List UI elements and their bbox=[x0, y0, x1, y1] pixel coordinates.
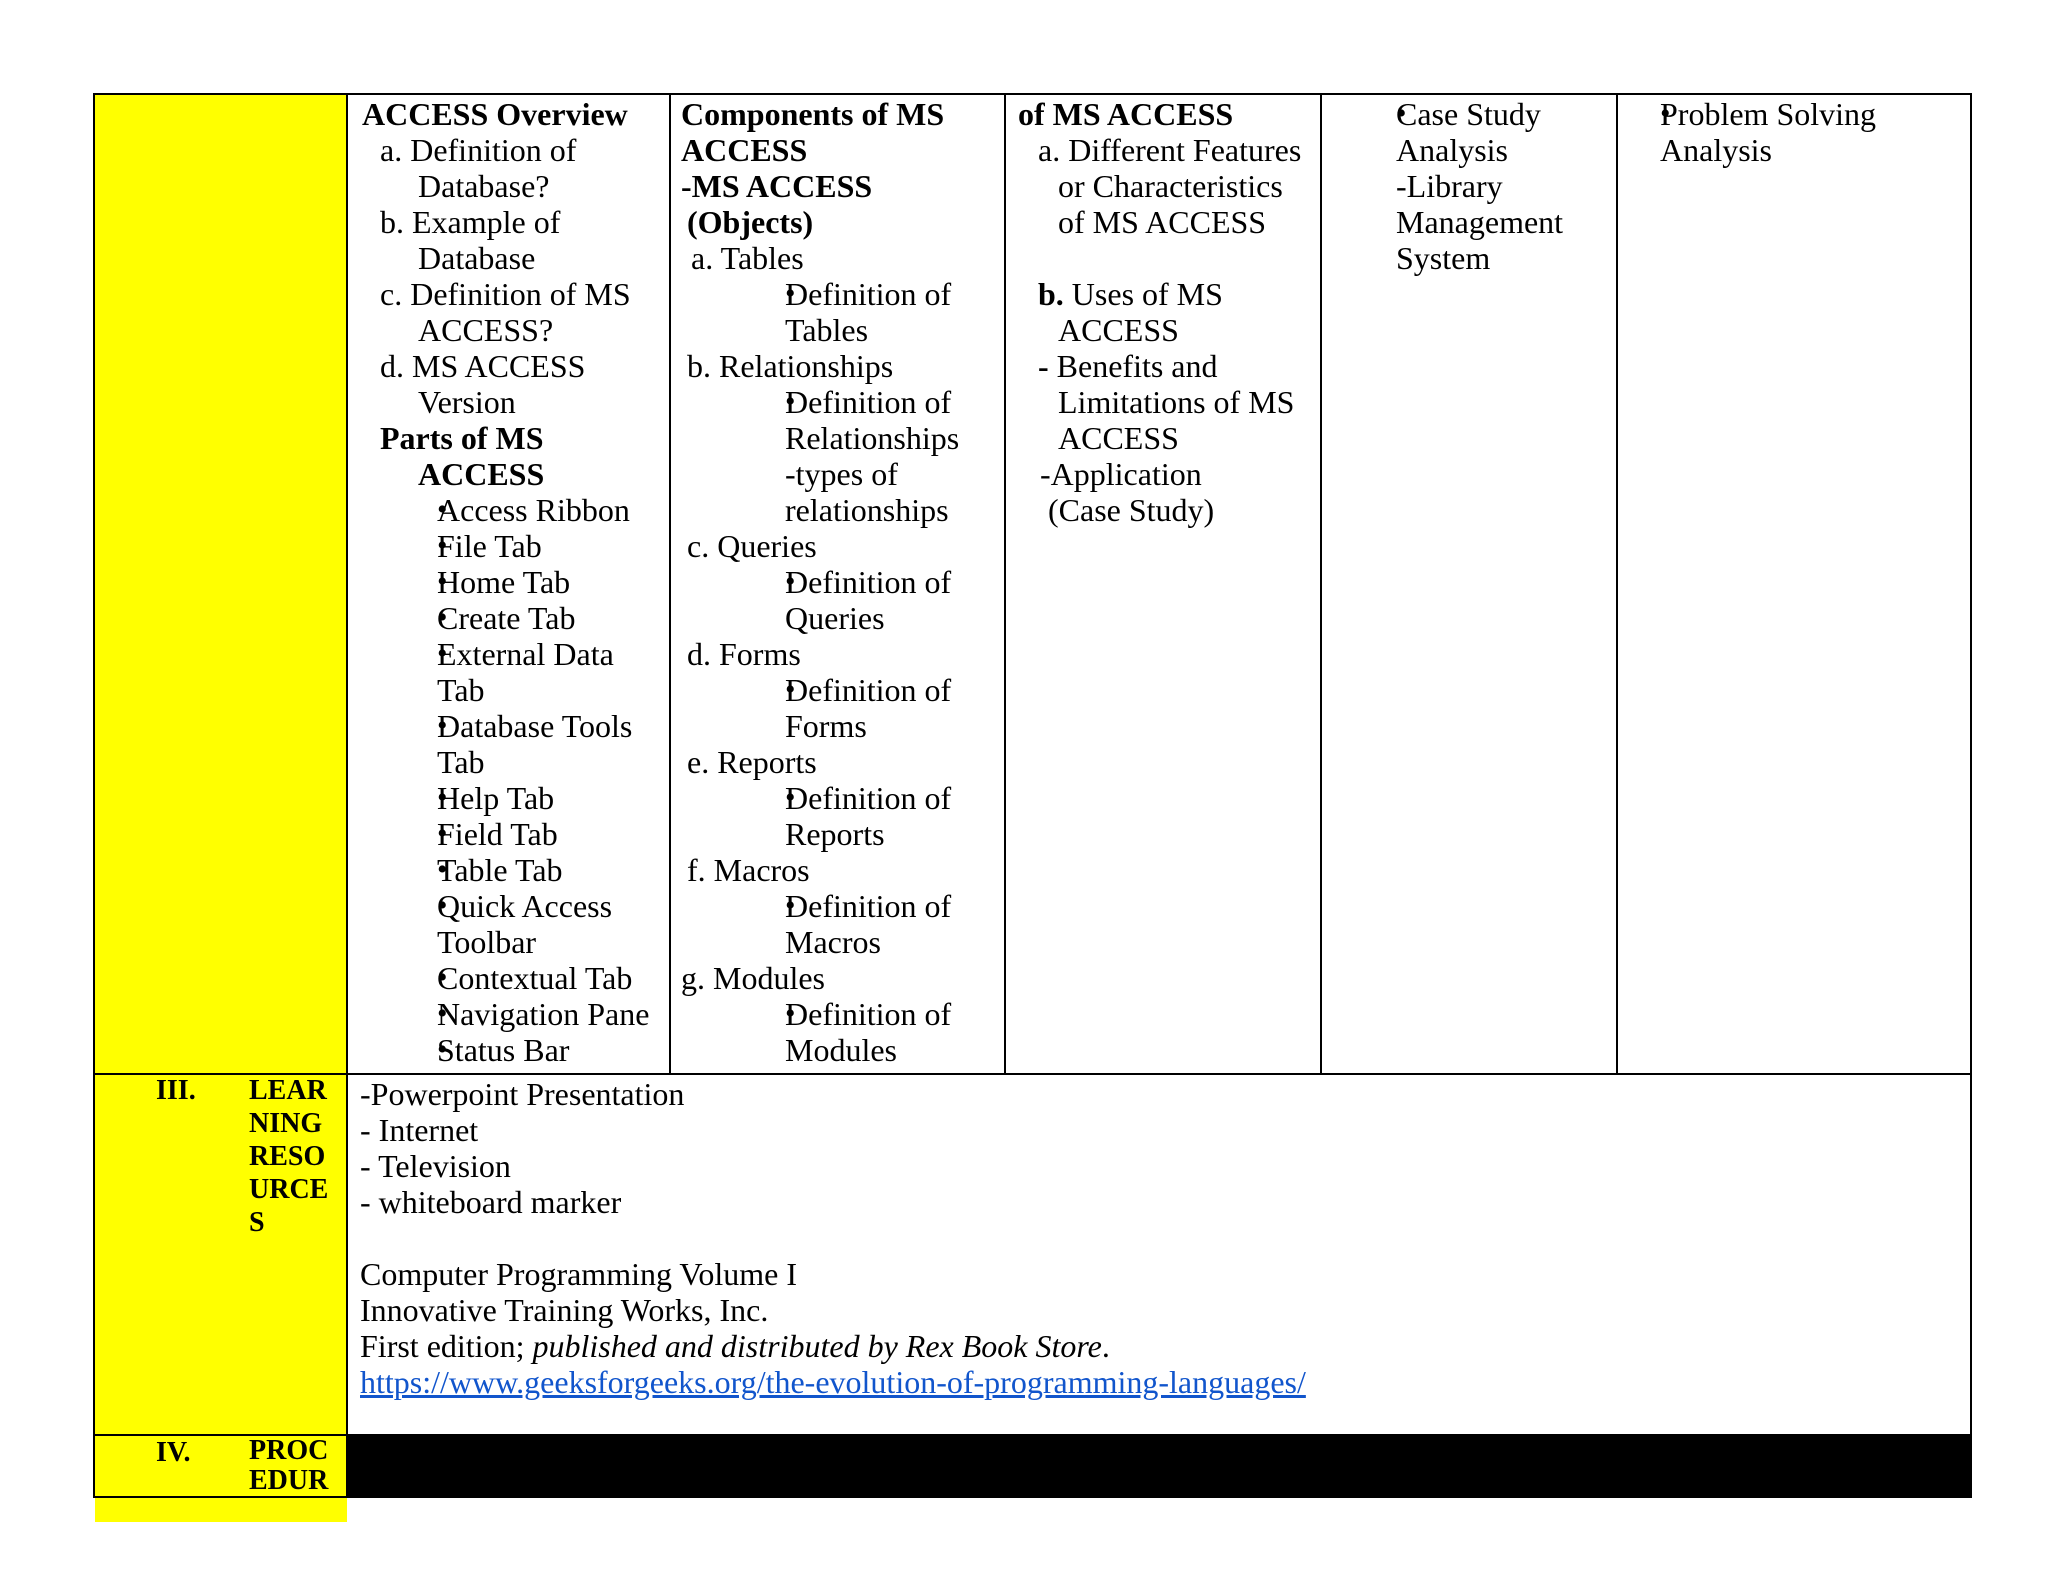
outline-marker: - bbox=[1038, 348, 1049, 384]
list-item-cont: Forms bbox=[785, 708, 867, 744]
column-divider bbox=[346, 93, 348, 1498]
procedure-bar bbox=[347, 1436, 1970, 1496]
label-column-highlight bbox=[95, 95, 347, 1522]
label-line: S bbox=[249, 1207, 265, 1238]
column-divider bbox=[669, 93, 671, 1075]
reference-link[interactable]: https://www.geeksforgeeks.org/the-evolution-of-programming-languages/ bbox=[360, 1364, 1306, 1400]
label-line: EDUR bbox=[249, 1465, 329, 1496]
cell-heading: -MS ACCESS bbox=[681, 168, 873, 204]
list-item: • Problem Solving bbox=[1632, 96, 1876, 132]
list-item-cont: Toolbar bbox=[437, 924, 537, 960]
edition-italic: published and distributed by Rex Book Store bbox=[532, 1328, 1102, 1364]
components-cell bbox=[681, 96, 959, 1068]
label-line: LEAR bbox=[249, 1075, 327, 1106]
outline-text: Benefits and bbox=[1048, 348, 1218, 384]
list-item: • Case Study bbox=[1358, 96, 1563, 132]
list-item: • Create Tab bbox=[362, 600, 649, 636]
row-divider bbox=[93, 1434, 1972, 1436]
features-cell bbox=[1018, 96, 1301, 528]
outline-item: d. Forms bbox=[687, 636, 801, 672]
outline-item: g. Modules bbox=[681, 960, 825, 996]
outline-marker: b. bbox=[1038, 276, 1064, 312]
list-item-cont: Tab bbox=[437, 744, 485, 780]
outline-item: b. Example of bbox=[380, 204, 561, 240]
cell-heading: (Objects) bbox=[687, 204, 814, 240]
outline-item: d. MS ACCESS bbox=[380, 348, 586, 384]
reference-edition bbox=[360, 1328, 1306, 1364]
list-item-cont: -Library bbox=[1396, 168, 1503, 204]
cell-heading: of MS ACCESS bbox=[1018, 96, 1234, 132]
activity-cell bbox=[1358, 96, 1563, 276]
outline-item-cont: ACCESS? bbox=[418, 312, 554, 348]
label-line: PROC bbox=[249, 1435, 329, 1466]
blank-line bbox=[360, 1220, 1306, 1256]
outline-item-cont: Version bbox=[418, 384, 516, 420]
list-item: • Definition of bbox=[681, 384, 959, 420]
table-border-right bbox=[1970, 93, 1972, 1498]
list-item-cont: Tables bbox=[785, 312, 869, 348]
list-item: • Access Ribbon bbox=[362, 492, 649, 528]
list-item: • Definition of bbox=[681, 276, 959, 312]
resource-item: - whiteboard marker bbox=[360, 1184, 622, 1220]
list-item: • Definition of bbox=[681, 672, 959, 708]
outline-text: Uses of MS bbox=[1063, 276, 1223, 312]
list-item-cont: Macros bbox=[785, 924, 881, 960]
list-item-cont: Tab bbox=[437, 672, 485, 708]
parts-list bbox=[362, 492, 649, 1068]
blank-line bbox=[1018, 240, 1301, 276]
outline-item: c. Definition of MS bbox=[380, 276, 631, 312]
section-number: IV. bbox=[156, 1437, 191, 1468]
list-item-cont: Modules bbox=[785, 1032, 897, 1068]
list-item: • Quick Access bbox=[362, 888, 649, 924]
reference-publisher: Innovative Training Works, Inc. bbox=[360, 1292, 769, 1328]
list-item: • Contextual Tab bbox=[362, 960, 649, 996]
outline-item: -Application bbox=[1040, 456, 1202, 492]
table-border-top bbox=[93, 93, 1972, 95]
resource-item: -Powerpoint Presentation bbox=[360, 1076, 685, 1112]
cell-heading: ACCESS Overview bbox=[362, 96, 628, 132]
list-item: • Definition of bbox=[681, 996, 959, 1032]
outline-item-cont: of MS ACCESS bbox=[1058, 204, 1267, 240]
outline-item: c. Queries bbox=[687, 528, 817, 564]
assessment-cell bbox=[1632, 96, 1876, 168]
list-item: • Definition of bbox=[681, 780, 959, 816]
outline-item-cont: (Case Study) bbox=[1048, 492, 1215, 528]
list-item-cont: relationships bbox=[785, 492, 949, 528]
cell-heading: ACCESS bbox=[681, 132, 808, 168]
outline-item-cont: Limitations of MS bbox=[1058, 384, 1295, 420]
list-item-cont: Relationships bbox=[785, 420, 960, 456]
outline-item: a. Tables bbox=[691, 240, 804, 276]
column-divider bbox=[1320, 93, 1322, 1075]
table-border-bottom bbox=[93, 1496, 1972, 1498]
learning-resources-cell bbox=[360, 1076, 1306, 1400]
outline-item-cont: ACCESS bbox=[1058, 312, 1179, 348]
list-item: • Field Tab bbox=[362, 816, 649, 852]
outline-item bbox=[1018, 276, 1301, 312]
list-item: • Navigation Pane bbox=[362, 996, 649, 1032]
list-item: • External Data bbox=[362, 636, 649, 672]
outline-item-cont: Database bbox=[418, 240, 536, 276]
list-item: • Table Tab bbox=[362, 852, 649, 888]
resource-item: - Television bbox=[360, 1148, 511, 1184]
outline-item: a. Definition of bbox=[380, 132, 577, 168]
reference-title: Computer Programming Volume I bbox=[360, 1256, 798, 1292]
outline-item-cont: ACCESS bbox=[1058, 420, 1179, 456]
label-line: NING bbox=[249, 1108, 323, 1139]
list-item-cont: Reports bbox=[785, 816, 885, 852]
list-item: • Help Tab bbox=[362, 780, 649, 816]
parts-heading: Parts of MS bbox=[380, 420, 544, 456]
outline-item: b. Relationships bbox=[687, 348, 894, 384]
column-divider bbox=[1616, 93, 1618, 1075]
outline-item-cont: Database? bbox=[418, 168, 550, 204]
outline-item bbox=[1018, 348, 1301, 384]
list-item-cont: Management bbox=[1396, 204, 1564, 240]
label-line: URCE bbox=[249, 1174, 329, 1205]
list-item-cont: Analysis bbox=[1396, 132, 1508, 168]
list-item: • Status Bar bbox=[362, 1032, 649, 1068]
row-divider bbox=[93, 1073, 1972, 1075]
column-divider bbox=[1004, 93, 1006, 1075]
outline-item: f. Macros bbox=[687, 852, 810, 888]
resource-item: - Internet bbox=[360, 1112, 479, 1148]
edition-end: . bbox=[1101, 1328, 1110, 1364]
list-item-cont: System bbox=[1396, 240, 1491, 276]
list-item-cont: Queries bbox=[785, 600, 885, 636]
section-label bbox=[249, 1074, 328, 1239]
parts-heading-cont: ACCESS bbox=[418, 456, 545, 492]
outline-item: e. Reports bbox=[687, 744, 817, 780]
list-item-cont: Analysis bbox=[1660, 132, 1772, 168]
label-line: RESO bbox=[249, 1141, 326, 1172]
table-border-left bbox=[93, 93, 95, 1498]
access-overview-cell bbox=[362, 96, 649, 1068]
cell-heading: Components of MS bbox=[681, 96, 945, 132]
list-item: • File Tab bbox=[362, 528, 649, 564]
list-item: • Definition of bbox=[681, 564, 959, 600]
outline-item: a. Different Features bbox=[1038, 132, 1302, 168]
list-item-cont: -types of bbox=[785, 456, 898, 492]
section-label bbox=[249, 1436, 328, 1496]
list-item: • Home Tab bbox=[362, 564, 649, 600]
list-item: • Definition of bbox=[681, 888, 959, 924]
outline-item-cont: or Characteristics bbox=[1058, 168, 1283, 204]
section-number: III. bbox=[156, 1075, 196, 1106]
list-item: • Database Tools bbox=[362, 708, 649, 744]
edition-text: First edition; bbox=[360, 1328, 533, 1364]
